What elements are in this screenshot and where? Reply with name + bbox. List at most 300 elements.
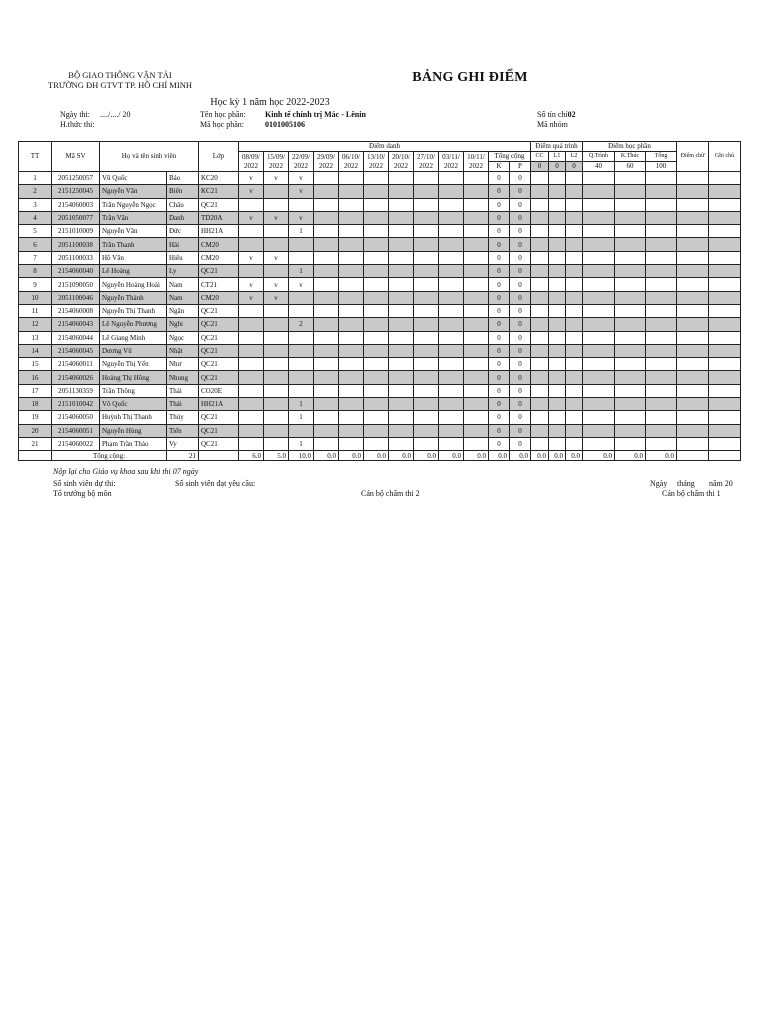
table-row (19, 331, 741, 344)
course-code-label: Mã học phần: (200, 120, 244, 129)
absence-k-cell: 0 (489, 304, 510, 317)
student-class: CM20 (199, 291, 239, 304)
attendance-cell (414, 358, 439, 371)
score-cell (709, 238, 741, 251)
date-header (464, 152, 489, 172)
student-id: 2151250045 (52, 185, 100, 198)
attendance-cell (364, 331, 389, 344)
score-cell (646, 291, 677, 304)
attendance-cell (414, 225, 439, 238)
absence-k-cell: 0 (489, 358, 510, 371)
attendance-cell (464, 278, 489, 291)
score-cell (709, 398, 741, 411)
student-id: 2154060026 (52, 371, 100, 384)
student-id: 2051100046 (52, 291, 100, 304)
score-cell (615, 411, 646, 424)
score-cell (615, 331, 646, 344)
exam-date-value: ..../..../ 20 (100, 110, 131, 119)
student-id: 2154060051 (52, 424, 100, 437)
student-last-name: Nguyễn Thành (100, 291, 167, 304)
exam-date-label: Ngày thi: (60, 110, 90, 119)
attendance-cell (264, 265, 289, 278)
date-year: 2022 (344, 161, 358, 170)
attendance-cell (439, 331, 464, 344)
attendance-cell: v (289, 185, 314, 198)
attendance-cell (239, 304, 264, 317)
score-cell (646, 265, 677, 278)
score-cell (549, 398, 566, 411)
score-cell (583, 331, 615, 344)
score-cell (583, 371, 615, 384)
attendance-cell (389, 172, 414, 185)
attendance-cell (414, 344, 439, 357)
score-cell (566, 278, 583, 291)
score-cell (615, 318, 646, 331)
student-class: QC21 (199, 265, 239, 278)
score-cell (549, 358, 566, 371)
attendance-cell (439, 424, 464, 437)
attendance-cell (389, 411, 414, 424)
student-class: CO20E (199, 384, 239, 397)
attendance-cell (389, 278, 414, 291)
date-year: 2022 (419, 161, 433, 170)
attendance-cell (364, 211, 389, 224)
attendance-cell (314, 304, 339, 317)
score-cell (677, 398, 709, 411)
absence-p-cell: 0 (510, 251, 531, 264)
score-cell (677, 198, 709, 211)
attendance-cell (264, 304, 289, 317)
score-cell (531, 265, 549, 278)
table-row (19, 198, 741, 211)
date-day-month: 15/09/ (267, 152, 285, 161)
total-k: 0.0 (489, 451, 510, 461)
attendance-cell (314, 424, 339, 437)
score-cell (677, 358, 709, 371)
score-cell (615, 211, 646, 224)
score-cell (549, 411, 566, 424)
student-id: 2151010042 (52, 398, 100, 411)
score-cell (566, 398, 583, 411)
attendance-cell (414, 251, 439, 264)
student-first-name: Thủy (167, 411, 199, 424)
score-cell (646, 384, 677, 397)
student-last-name: Nguyễn Hoàng Hoài (100, 278, 167, 291)
grade-table (18, 141, 741, 461)
score-cell (615, 371, 646, 384)
attendance-cell: v (264, 172, 289, 185)
student-class: CM20 (199, 251, 239, 264)
attendance-cell: 2 (289, 318, 314, 331)
table-row (19, 318, 741, 331)
attendance-cell (414, 304, 439, 317)
score-cell (677, 238, 709, 251)
score-cell (566, 344, 583, 357)
row-number: 17 (19, 384, 52, 397)
score-cell (646, 318, 677, 331)
score-cell (566, 437, 583, 450)
attendance-cell (289, 291, 314, 304)
attendance-total: 0.0 (364, 451, 389, 461)
attendance-cell (364, 398, 389, 411)
score-cell (615, 225, 646, 238)
attendance-cell: 1 (289, 225, 314, 238)
table-row (19, 358, 741, 371)
score-cell (583, 278, 615, 291)
attendance-cell (389, 265, 414, 278)
attendance-cell (464, 384, 489, 397)
totals-spacer (677, 451, 709, 461)
student-last-name: Lê Giang Minh (100, 331, 167, 344)
score-cell (709, 424, 741, 437)
score-cell (646, 358, 677, 371)
exam-form-label: H.thức thi: (60, 120, 95, 129)
absence-p-cell: 0 (510, 384, 531, 397)
table-row (19, 384, 741, 397)
score-cell (677, 344, 709, 357)
score-cell (709, 411, 741, 424)
score-cell (583, 437, 615, 450)
absence-p-cell: 0 (510, 411, 531, 424)
attendance-cell (439, 211, 464, 224)
score-cell (583, 225, 615, 238)
attendance-cell (389, 437, 414, 450)
student-last-name: Trần Thanh (100, 238, 167, 251)
score-cell (531, 384, 549, 397)
absence-p-cell: 0 (510, 172, 531, 185)
score-cell (583, 411, 615, 424)
attendance-cell (439, 384, 464, 397)
score-cell (566, 172, 583, 185)
date-header (389, 152, 414, 172)
attendance-cell (439, 185, 464, 198)
attendance-cell (414, 291, 439, 304)
student-class: QC21 (199, 304, 239, 317)
student-id: 2151010009 (52, 225, 100, 238)
score-cell (549, 225, 566, 238)
date-header (239, 152, 264, 172)
attendance-cell (339, 344, 364, 357)
attendance-cell (439, 437, 464, 450)
student-class: QC21 (199, 198, 239, 211)
score-cell (549, 238, 566, 251)
student-class: QC21 (199, 344, 239, 357)
attendance-cell (389, 424, 414, 437)
score-cell (531, 198, 549, 211)
score-cell (709, 304, 741, 317)
attendance-cell (264, 371, 289, 384)
student-id: 2154060022 (52, 437, 100, 450)
students-passed-label: Số sinh viên đạt yêu cầu: (175, 479, 256, 488)
attendance-cell (239, 331, 264, 344)
attendance-cell (264, 318, 289, 331)
student-id: 2154060050 (52, 411, 100, 424)
attendance-cell (364, 384, 389, 397)
absence-k-cell: 0 (489, 225, 510, 238)
attendance-total: 5.0 (264, 451, 289, 461)
attendance-cell (339, 358, 364, 371)
attendance-cell: v (239, 185, 264, 198)
score-cell (531, 398, 549, 411)
absence-k-cell: 0 (489, 344, 510, 357)
row-number: 13 (19, 331, 52, 344)
date-header (364, 152, 389, 172)
attendance-cell (239, 371, 264, 384)
attendance-cell (464, 265, 489, 278)
attendance-cell (264, 225, 289, 238)
attendance-cell: v (239, 251, 264, 264)
course-subheader: Q.Trình (583, 152, 615, 162)
score-cell (583, 424, 615, 437)
attendance-cell (239, 398, 264, 411)
absence-p-cell: 0 (510, 198, 531, 211)
student-first-name: Ngọc (167, 331, 199, 344)
attendance-cell (289, 331, 314, 344)
score-cell (709, 172, 741, 185)
attendance-cell (439, 225, 464, 238)
student-first-name: Đức (167, 225, 199, 238)
score-cell (646, 331, 677, 344)
score-cell (646, 278, 677, 291)
attendance-cell (464, 251, 489, 264)
student-first-name: Nam (167, 291, 199, 304)
col-header-class: Lớp (199, 142, 239, 172)
attendance-cell (314, 211, 339, 224)
attendance-cell (314, 172, 339, 185)
course-code-value: 0101005106 (265, 120, 305, 129)
attendance-cell: 1 (289, 398, 314, 411)
attendance-cell (314, 251, 339, 264)
student-id: 2154060008 (52, 304, 100, 317)
attendance-total: 0.0 (414, 451, 439, 461)
score-cell (549, 265, 566, 278)
attendance-cell (289, 384, 314, 397)
score-cell (677, 411, 709, 424)
score-cell (583, 358, 615, 371)
attendance-cell (314, 278, 339, 291)
attendance-cell (464, 225, 489, 238)
table-row (19, 265, 741, 278)
attendance-cell (389, 358, 414, 371)
student-class: KC21 (199, 185, 239, 198)
totals-spacer (19, 451, 52, 461)
score-cell (677, 331, 709, 344)
student-id: 2154060043 (52, 318, 100, 331)
absence-p-cell: 0 (510, 185, 531, 198)
attendance-cell (464, 437, 489, 450)
score-cell (615, 437, 646, 450)
attendance-cell (364, 304, 389, 317)
date-year: 2022 (469, 161, 483, 170)
absence-p-cell: 0 (510, 318, 531, 331)
student-class: QC21 (199, 437, 239, 450)
score-cell (566, 198, 583, 211)
attendance-cell (464, 331, 489, 344)
student-first-name: Thái (167, 398, 199, 411)
attendance-cell (314, 185, 339, 198)
attendance-cell (239, 344, 264, 357)
totals-spacer (199, 451, 239, 461)
attendance-cell (439, 344, 464, 357)
score-cell (709, 291, 741, 304)
date-day-month: 22/09/ (292, 152, 310, 161)
score-cell (583, 344, 615, 357)
score-cell (549, 384, 566, 397)
attendance-cell (239, 265, 264, 278)
process-score-header: Điểm quá trình (531, 142, 583, 152)
score-cell (646, 251, 677, 264)
absence-p-cell: 0 (510, 358, 531, 371)
row-number: 19 (19, 411, 52, 424)
score-cell (531, 278, 549, 291)
course-weight: 100 (646, 162, 677, 172)
attendance-cell (364, 251, 389, 264)
score-cell (677, 424, 709, 437)
date-year: 2022 (319, 161, 333, 170)
score-cell (531, 331, 549, 344)
attendance-cell (414, 278, 439, 291)
students-in-exam-label: Số sinh viên dự thi: (53, 479, 116, 488)
table-row (19, 172, 741, 185)
attendance-cell (364, 172, 389, 185)
attendance-cell (389, 318, 414, 331)
credits-value: 02 (567, 110, 576, 119)
score-cell (566, 358, 583, 371)
student-last-name: Hồ Văn (100, 251, 167, 264)
student-last-name: Nguyễn Văn (100, 225, 167, 238)
student-id: 2154060045 (52, 344, 100, 357)
row-number: 2 (19, 185, 52, 198)
date-year: 2022 (444, 161, 458, 170)
total-l2: 0.0 (566, 451, 583, 461)
attendance-cell (389, 198, 414, 211)
row-number: 5 (19, 225, 52, 238)
attendance-cell (389, 371, 414, 384)
score-cell (583, 238, 615, 251)
score-cell (677, 265, 709, 278)
attendance-cell (414, 238, 439, 251)
col-header-student-id: Mã SV (52, 142, 100, 172)
score-cell (583, 251, 615, 264)
attendance-cell (414, 318, 439, 331)
total-kthuc: 0.0 (615, 451, 646, 461)
score-cell (566, 238, 583, 251)
totals-row (19, 451, 741, 461)
score-cell (709, 265, 741, 278)
attendance-cell (289, 304, 314, 317)
dept-head-signature-label: Tổ trưởng bộ môn (53, 489, 112, 498)
table-row (19, 251, 741, 264)
score-cell (566, 331, 583, 344)
score-cell (531, 238, 549, 251)
student-last-name: Dương Vũ (100, 344, 167, 357)
score-cell (583, 185, 615, 198)
score-cell (615, 172, 646, 185)
total-qtrinh: 0.0 (583, 451, 615, 461)
score-cell (549, 211, 566, 224)
attendance-cell (364, 411, 389, 424)
score-cell (615, 304, 646, 317)
attendance-cell (414, 411, 439, 424)
totals-spacer (709, 451, 741, 461)
credits-label-text: Số tín chỉ (537, 110, 568, 119)
col-header-student-name: Họ và tên sinh viên (100, 142, 199, 172)
attendance-cell (364, 291, 389, 304)
score-cell (566, 424, 583, 437)
attendance-cell (264, 398, 289, 411)
attendance-cell (364, 238, 389, 251)
ministry-name: BỘ GIAO THÔNG VẬN TẢI (68, 70, 172, 80)
score-cell (677, 304, 709, 317)
attendance-cell (464, 185, 489, 198)
attendance-cell (389, 331, 414, 344)
attendance-cell (439, 172, 464, 185)
score-cell (531, 172, 549, 185)
attendance-cell (439, 358, 464, 371)
score-cell (677, 318, 709, 331)
table-row (19, 238, 741, 251)
student-first-name: Hiếu (167, 251, 199, 264)
absence-k-cell: 0 (489, 238, 510, 251)
attendance-cell (439, 265, 464, 278)
student-class: TD20A (199, 211, 239, 224)
score-cell (549, 304, 566, 317)
student-id: 2051250057 (52, 172, 100, 185)
attendance-cell (414, 185, 439, 198)
absence-k-cell: 0 (489, 265, 510, 278)
date-header (289, 152, 314, 172)
score-cell (566, 371, 583, 384)
attendance-cell (339, 304, 364, 317)
attendance-cell (314, 398, 339, 411)
score-cell (709, 198, 741, 211)
score-cell (531, 371, 549, 384)
attendance-cell (464, 318, 489, 331)
score-cell (549, 344, 566, 357)
row-number: 4 (19, 211, 52, 224)
row-number: 11 (19, 304, 52, 317)
row-number: 15 (19, 358, 52, 371)
attendance-total: 0.0 (314, 451, 339, 461)
attendance-cell (239, 238, 264, 251)
attendance-cell (414, 424, 439, 437)
attendance-cell (389, 398, 414, 411)
score-cell (646, 225, 677, 238)
student-first-name: Nghi (167, 318, 199, 331)
absence-k-cell: 0 (489, 384, 510, 397)
grader1-signature-label: Cán bộ chấm thi 1 (662, 489, 721, 498)
attendance-cell (339, 371, 364, 384)
student-class: QC21 (199, 318, 239, 331)
attendance-cell: v (264, 211, 289, 224)
absence-k-cell: 0 (489, 172, 510, 185)
score-cell (531, 424, 549, 437)
attendance-cell (339, 265, 364, 278)
score-cell (709, 371, 741, 384)
date-year: 2022 (244, 161, 258, 170)
attendance-cell: v (239, 291, 264, 304)
student-last-name: Trần Văn (100, 211, 167, 224)
attendance-cell (239, 437, 264, 450)
attendance-cell (239, 358, 264, 371)
score-cell (646, 211, 677, 224)
date-header (414, 152, 439, 172)
student-last-name: Trần Nguyễn Ngọc (100, 198, 167, 211)
attendance-total: 0.0 (439, 451, 464, 461)
attendance-cell (314, 371, 339, 384)
student-last-name: Nguyễn Thị Yến (100, 358, 167, 371)
attendance-cell (264, 411, 289, 424)
